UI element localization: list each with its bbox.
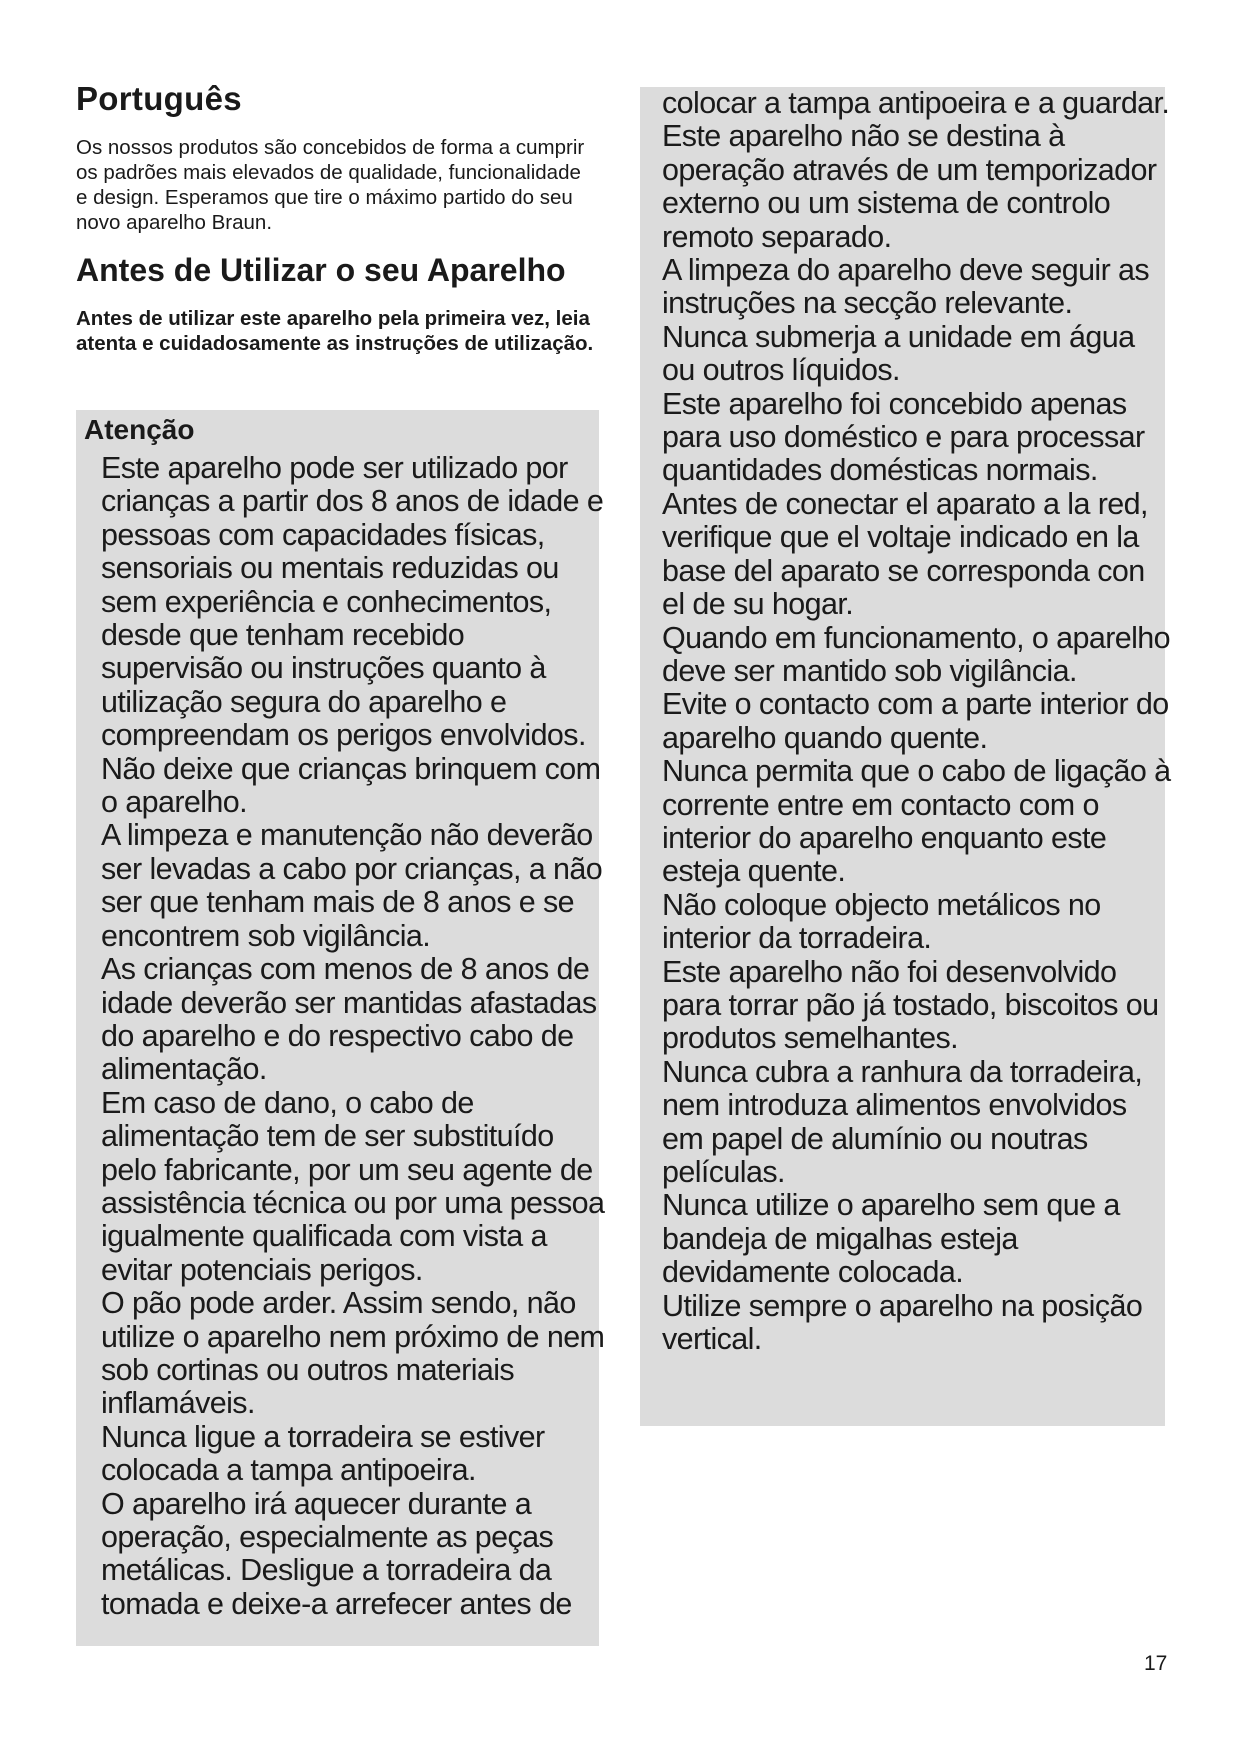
warning-item: Este aparelho não se destina à operação através de um temporizador externo ou um sistema de controlo remoto separado. bbox=[662, 119, 1157, 254]
section-title: Antes de Utilizar o seu Aparelho bbox=[76, 252, 566, 288]
warning-item: A limpeza do aparelho deve seguir as instruções na secção relevante. bbox=[662, 253, 1150, 321]
warning-list-left bbox=[101, 452, 611, 1621]
warning-item: Nunca cubra a ranhura da torradeira, nem introduza alimentos envolvidos em papel de alumínio ou noutras películas. bbox=[662, 1054, 1143, 1189]
warning-item: Nunca submerja a unidade em água ou outros líquidos. bbox=[662, 319, 1135, 388]
warning-item: O aparelho irá aquecer durante a operação, especialmente as peças metálicas. Desligue a torradeira da tomada e deixe-a arrefecer antes de bbox=[101, 1486, 572, 1621]
warning-item: O pão pode arder. Assim sendo, não utilize o aparelho nem próximo de nem sob cortinas ou outros materiais inflamáveis. bbox=[101, 1286, 605, 1421]
warning-item: Nunca permita que o cabo de ligação à corrente entre em contacto com o interior do aparelho enquanto este esteja quente. bbox=[662, 754, 1171, 889]
warning-item: Nunca ligue a torradeira se estiver colocada a tampa antipoeira. bbox=[101, 1419, 545, 1488]
warning-box-left bbox=[76, 410, 605, 1646]
warning-item: Em caso de dano, o cabo de alimentação tem de ser substituído pelo fabricante, por um seu agente de assistência técnica ou por uma pessoa igualmente qualificada com vista a evitar potenciais perigos. bbox=[101, 1085, 605, 1287]
warning-item: colocar a tampa antipoeira e a guardar. bbox=[662, 86, 1170, 120]
warning-item: Utilize sempre o aparelho na posição vertical. bbox=[662, 1288, 1143, 1357]
warning-item: Este aparelho foi concebido apenas para uso doméstico e para processar quantidades domésticas normais. bbox=[662, 386, 1145, 488]
warning-title: Atenção bbox=[84, 414, 195, 445]
warning-item: Não deixe que crianças brinquem com o aparelho. bbox=[101, 751, 601, 820]
warning-item: Este aparelho pode ser utilizado por crianças a partir dos 8 anos de idade e pessoas com capacidades físicas, sensoriais ou mentais reduzidas ou sem experiência e conhecimentos, desde que tenham recebido supervisão ou instruções quanto à utilização segura do aparelho e compreendam os perigos envolvidos. bbox=[101, 451, 604, 753]
warning-item: A limpeza e manutenção não deverão ser levadas a cabo por crianças, a não ser que tenham mais de 8 anos e se encontrem sob vigilância. bbox=[101, 818, 603, 953]
intro-paragraph: Os nossos produtos são concebidos de forma a cumprir os padrões mais elevados de qualidade, funcionalidade e design. Esperamos que tire o máximo partido do seu novo aparelho Braun. bbox=[76, 136, 585, 234]
warning-item: Nunca utilize o aparelho sem que a bandeja de migalhas esteja devidamente colocada. bbox=[662, 1188, 1120, 1290]
section-lead: Antes de utilizar este aparelho pela primeira vez, leia atenta e cuidadosamente as instruções de utilização. bbox=[76, 307, 594, 355]
warning-item: Não coloque objecto metálicos no interior da torradeira. bbox=[662, 887, 1101, 956]
warning-item: As crianças com menos de 8 anos de idade deverão ser mantidas afastadas do aparelho e do respectivo cabo de alimentação. bbox=[101, 952, 597, 1087]
warning-item: Quando em funcionamento, o aparelho deve ser mantido sob vigilância. bbox=[662, 620, 1171, 688]
warning-box-right bbox=[640, 86, 1171, 1426]
language-heading: Português bbox=[76, 80, 242, 117]
warning-item: Evite o contacto com a parte interior do aparelho quando quente. bbox=[662, 687, 1169, 755]
warning-list-right bbox=[662, 87, 1172, 1356]
warning-item: Antes de conectar el aparato a la red, verifique que el voltaje indicado en la base del aparato se corresponda con el de su hogar. bbox=[662, 486, 1148, 622]
page-number: 17 bbox=[1144, 1652, 1168, 1675]
warning-item: Este aparelho não foi desenvolvido para torrar pão já tostado, biscoitos ou produtos semelhantes. bbox=[662, 954, 1159, 1056]
